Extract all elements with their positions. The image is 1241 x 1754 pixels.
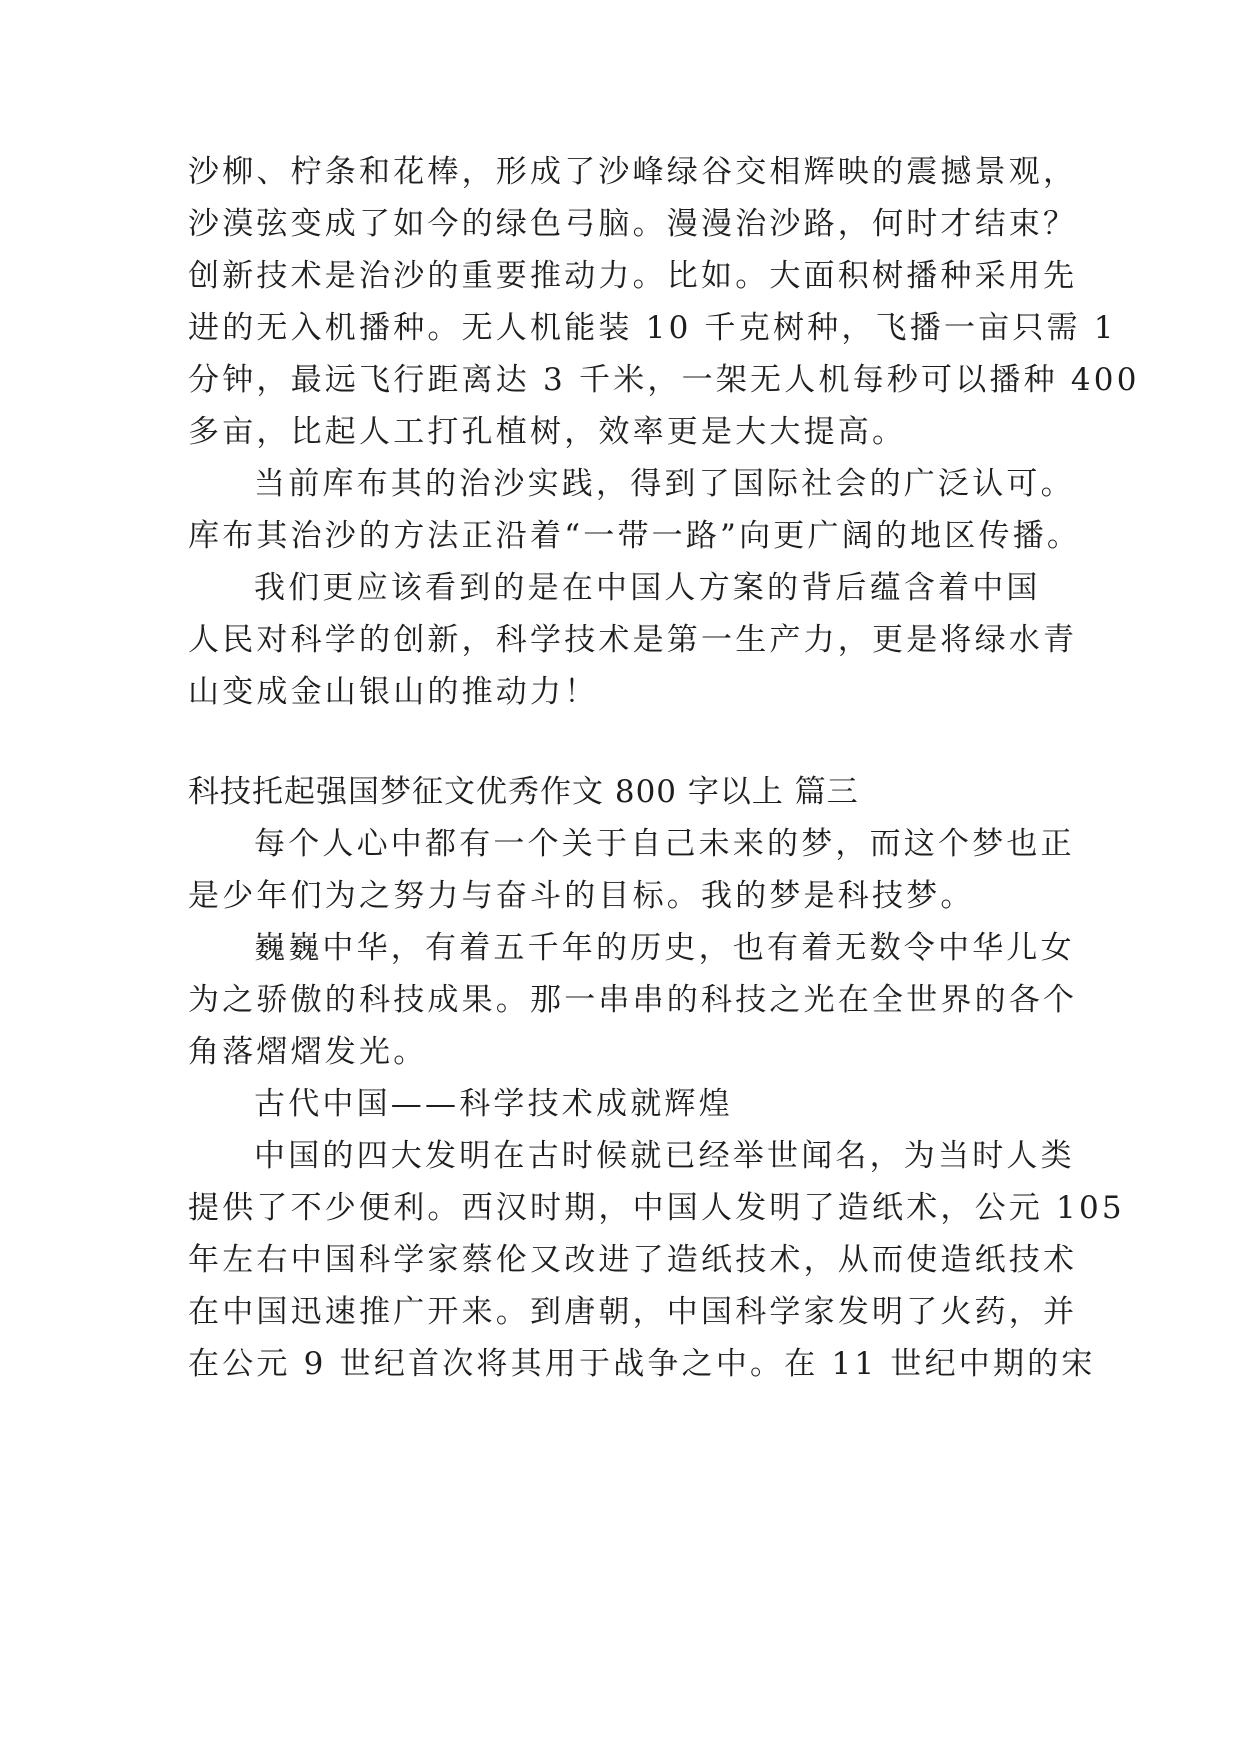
text-line: 创新技术是治沙的重要推动力。比如。大面积树播种采用先 (188, 258, 1078, 294)
text-line: 沙漠弦变成了如今的绿色弓脑。漫漫治沙路，何时才结束？ (188, 206, 1078, 242)
text-line: 提供了不少便利。西汉时期，中国人发明了造纸术，公元 105 (188, 1190, 1125, 1226)
text-line: 库布其治沙的方法正沿着“一带一路”向更广阔的地区传播。 (188, 518, 1082, 554)
heading-text: 科技托起强国梦征文优秀作文 800 字以上 篇三 (188, 774, 859, 810)
paragraph-ancient-china-subtitle (188, 1078, 1068, 1130)
text-line: 人民对科学的创新，科学技术是第一生产力，更是将绿水青 (188, 622, 1078, 658)
text-line: 山变成金山银山的推动力！ (188, 674, 599, 710)
text-line: 每个人心中都有一个关于自己未来的梦，而这个梦也正 (254, 826, 1075, 862)
paragraph-history (188, 922, 1078, 1078)
text-line: 巍巍中华，有着五千年的历史，也有着无数令中华儿女 (254, 930, 1075, 966)
text-line: 中国的四大发明在古时候就已经举世闻名，为当时人类 (254, 1138, 1075, 1174)
text-line: 在公元 9 世纪首次将其用于战争之中。在 11 世纪中期的宋 (188, 1346, 1096, 1382)
text-line: 多亩，比起人工打孔植树，效率更是大大提高。 (188, 414, 907, 450)
text-line: 进的无入机播种。无人机能装 10 千克树种，飞播一亩只需 1 (188, 310, 1117, 346)
paragraph-desert-greening (188, 146, 1140, 458)
text-line: 是少年们为之努力与奋斗的目标。我的梦是科技梦。 (188, 878, 975, 914)
text-line: 角落熠熠发光。 (188, 1034, 428, 1070)
text-line: 为之骄傲的科技成果。那一串串的科技之光在全世界的各个 (188, 982, 1078, 1018)
text-line: 我们更应该看到的是在中国人方案的背后蕴含着中国 (254, 570, 1041, 606)
text-line: 古代中国——科学技术成就辉煌 (254, 1086, 733, 1122)
paragraph-international-recognition (188, 458, 1082, 562)
paragraph-dream-intro (188, 818, 1075, 922)
text-line: 当前库布其的治沙实践，得到了国际社会的广泛认可。 (254, 466, 1075, 502)
text-line: 沙柳、柠条和花棒，形成了沙峰绿谷交相辉映的震撼景观， (188, 154, 1078, 190)
section-heading (188, 766, 1068, 818)
paragraph-four-inventions (188, 1130, 1125, 1390)
text-line: 在中国迅速推广开来。到唐朝，中国科学家发明了火药，并 (188, 1294, 1078, 1330)
paragraph-science-innovation (188, 562, 1078, 718)
text-line: 年左右中国科学家蔡伦又改进了造纸技术，从而使造纸技术 (188, 1242, 1078, 1278)
text-line: 分钟，最远飞行距离达 3 千米，一架无人机每秒可以播种 400 (188, 362, 1140, 398)
